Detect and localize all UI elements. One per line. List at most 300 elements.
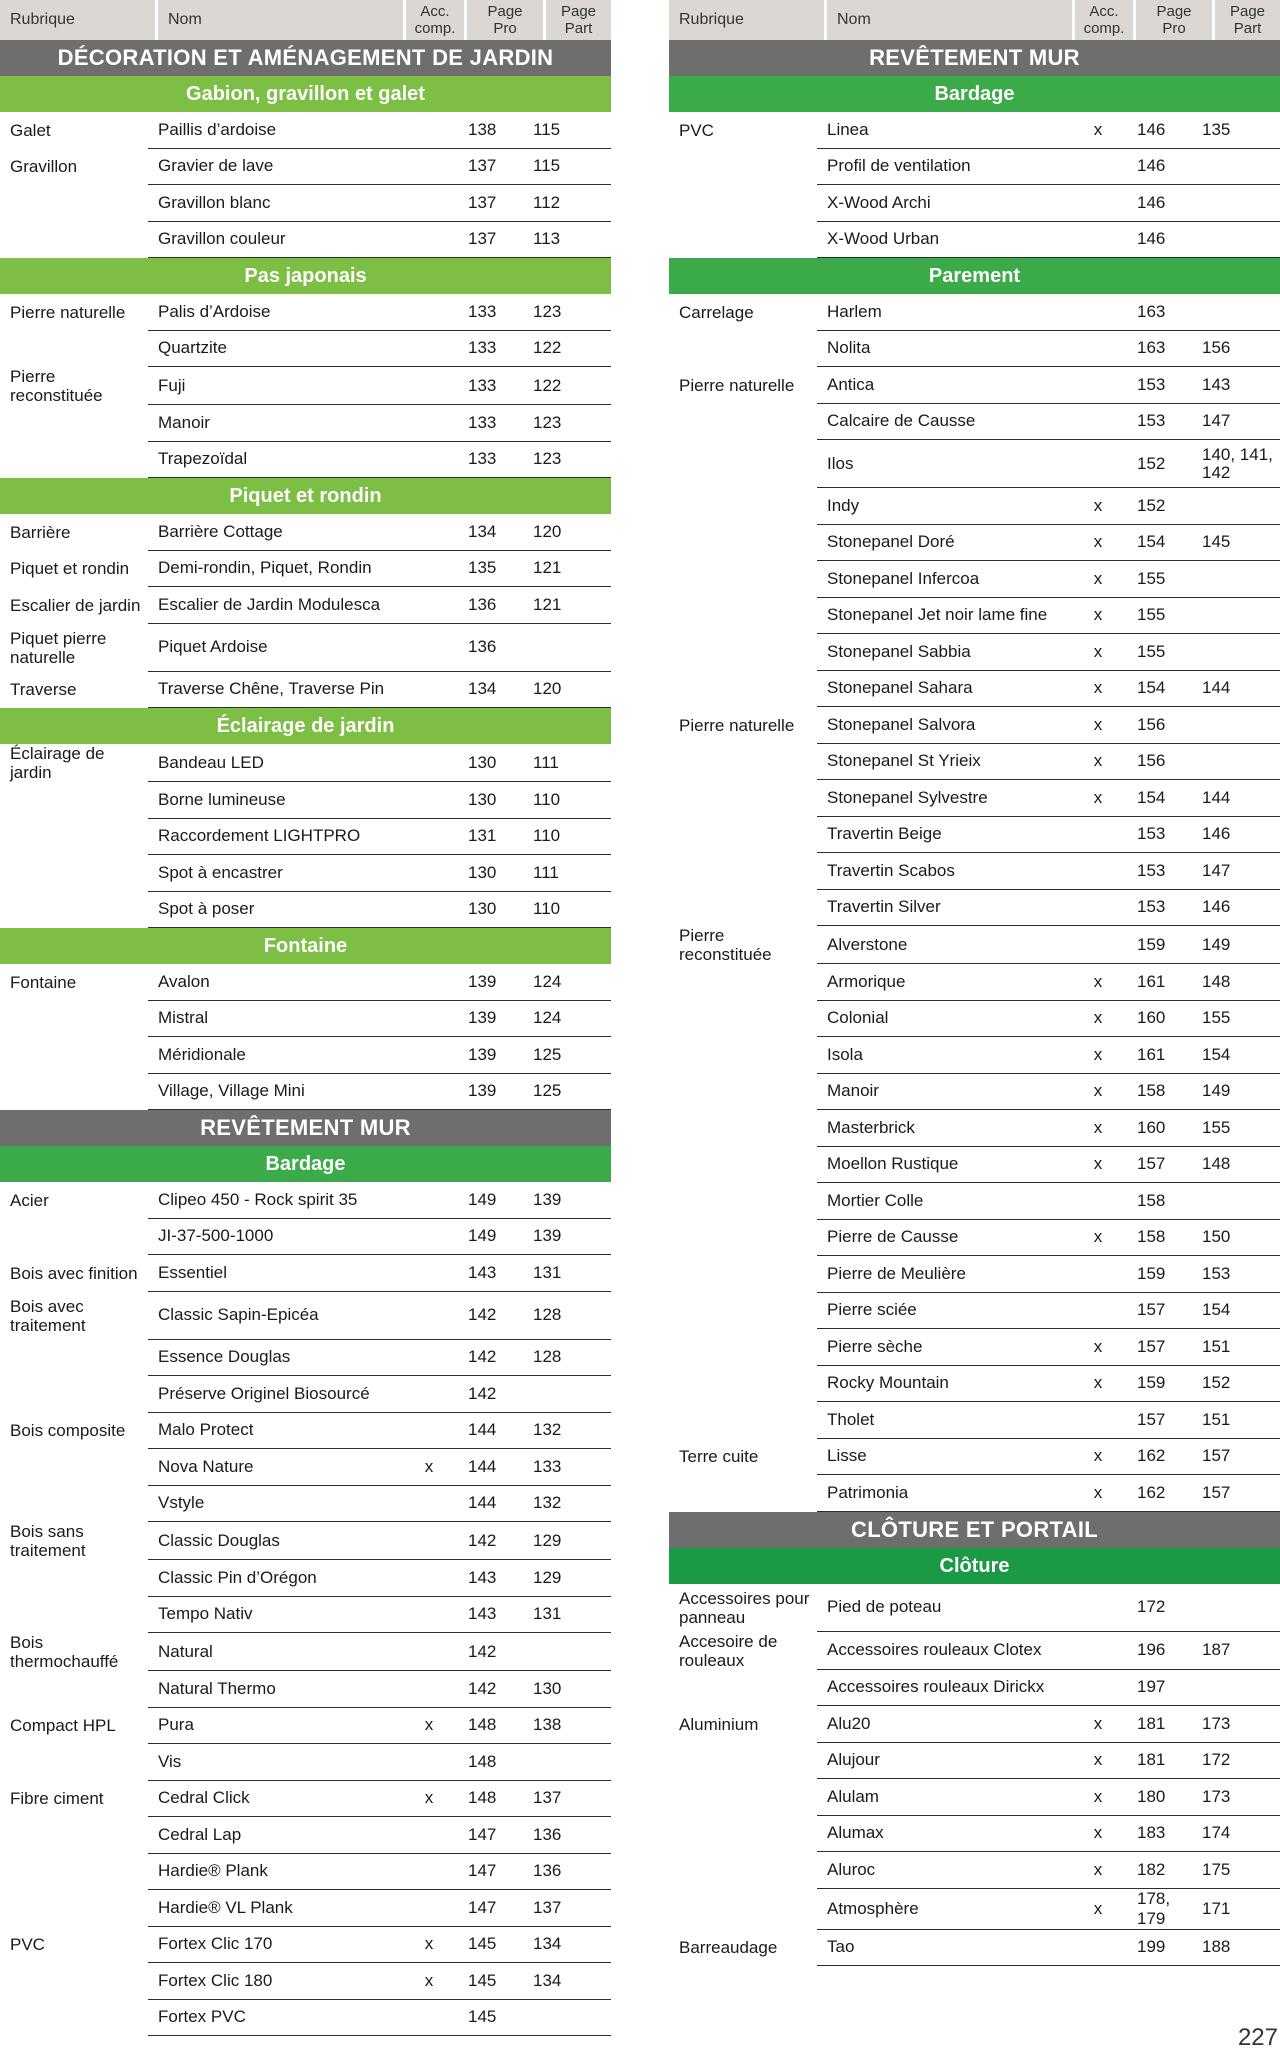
section-title: CLÔTURE ET PORTAIL [669,1512,1280,1548]
rubrique-cell [669,222,817,259]
page-pro-value: 142 [468,1383,497,1403]
page-pro-value: 148 [468,1788,497,1808]
table-row [0,1963,611,2000]
table-row [0,185,611,222]
rubrique-cell [669,1852,817,1889]
acc-comp-mark: x [1093,568,1103,588]
subsection-title: Bardage [669,76,1280,112]
table-row [669,488,1280,525]
table-row [669,185,1280,222]
subsection-title: Clôture [669,1548,1280,1584]
rubrique-cell: Barrière [10,522,71,542]
product-name: Cedral Click [158,1788,250,1808]
table-row [669,331,1280,368]
table-row [669,1001,1280,1038]
page-pro-value: 161 [1137,1044,1166,1064]
row-entry [148,2000,611,2037]
page-part-value: 144 [1202,787,1231,807]
page-part-value: 115 [533,156,561,176]
page-pro-value: 158 [1137,1227,1166,1247]
acc-comp-mark: x [424,1715,434,1735]
product-name: Vis [158,1751,182,1771]
page-pro-value: 154 [1137,532,1166,552]
acc-comp-mark: x [1093,751,1103,771]
page-pro-value: 152 [1137,495,1166,515]
page-pro-value: 143 [468,1567,497,1587]
subsection-title: Gabion, gravillon et galet [0,76,611,112]
product-name: Gravillon blanc [158,192,271,212]
page-part-value: 146 [1202,824,1231,844]
row-entry [817,1670,1280,1707]
product-name: Natural [158,1641,213,1661]
page-pro-value: 153 [1137,860,1166,880]
row-entry [817,817,1280,854]
page-part-value: 128 [533,1305,562,1324]
page-pro-value: 162 [1137,1446,1166,1466]
row-entry [817,1402,1280,1439]
table-row [669,1183,1280,1220]
table-row [669,964,1280,1001]
rubrique-cell [0,1486,148,1523]
product-name: Gravier de lave [158,156,274,176]
rubrique-cell: Aluminium [679,1714,759,1734]
product-name: Escalier de Jardin Modulesca [158,594,381,614]
table-row [0,1340,611,1377]
product-name: Quartzite [158,338,227,358]
row-entry [817,1293,1280,1330]
rubrique-cell [0,1074,148,1111]
page-pro-value: 142 [468,1305,497,1324]
table-row [669,707,1280,744]
table-row [669,1110,1280,1147]
page-pro-value: 145 [468,1970,497,1990]
page-pro-value: 130 [468,862,497,882]
acc-comp-mark: x [424,1934,434,1954]
row-entry [148,405,611,442]
row-entry [148,1255,611,1292]
page-part-value: 120 [533,521,562,541]
rubrique-cell: Pierre naturelle [679,715,795,735]
acc-comp-mark: x [1093,1336,1103,1356]
acc-comp-mark: x [1093,1154,1103,1174]
page-part-value: 138 [533,1715,562,1735]
row-entry [148,1219,611,1256]
table-row [0,892,611,929]
page-pro-value: 130 [468,789,497,809]
row-entry [148,331,611,368]
acc-comp-mark: x [1093,1044,1103,1064]
page-pro-value: 162 [1137,1482,1166,1502]
product-name: Travertin Beige [827,824,942,844]
page-pro-value: 159 [1137,934,1166,954]
row-entry [817,1779,1280,1816]
row-entry [148,1486,611,1523]
table-row [0,1560,611,1597]
row-entry [148,1597,611,1634]
product-name: Aluroc [827,1859,876,1879]
table-row [669,222,1280,259]
product-name: Moellon Rustique [827,1154,959,1174]
rubrique-cell [669,598,817,635]
page-pro-value: 142 [468,1530,497,1550]
page-part-value: 171 [1202,1898,1231,1918]
product-name: Masterbrick [827,1117,915,1137]
acc-comp-mark: x [1093,119,1103,139]
page-pro-value: 157 [1137,1409,1166,1429]
product-name: X-Wood Urban [827,229,940,249]
rubrique-cell [669,780,817,817]
page-pro-value: 154 [1137,678,1166,698]
page-part-value: 128 [533,1347,562,1367]
page-part-value: 155 [1202,1008,1231,1028]
table-row [669,926,1280,964]
page-part-value: 115 [533,119,561,139]
row-entry [817,404,1280,441]
product-name: Indy [827,495,860,515]
rubrique-cell: Gravillon [10,157,78,177]
product-name: Rocky Mountain [827,1373,949,1393]
row-entry [817,1110,1280,1147]
rubrique-cell [669,890,817,927]
table-row [669,598,1280,635]
page-part-value: 130 [533,1678,562,1698]
header-acc-comp: Acc. comp. [406,0,464,40]
product-name: Stonepanel St Yrieix [827,751,981,771]
acc-comp-mark: x [1093,1081,1103,1101]
row-entry [817,1475,1280,1512]
page-part-value: 125 [533,1044,562,1064]
rubrique-cell [669,964,817,1001]
row-entry [148,1340,611,1377]
subsection-title: Parement [669,258,1280,294]
product-name: Alujour [827,1750,880,1770]
rubrique-cell [0,1001,148,1038]
product-name: X-Wood Archi [827,192,931,212]
page-part-value: 175 [1202,1859,1231,1879]
rubrique-cell [669,440,817,488]
page-pro-value: 133 [468,412,497,432]
table-row [0,112,611,149]
page-pro-value: 143 [468,1262,497,1282]
product-name: Stonepanel Sahara [827,678,973,698]
page-pro-value: 147 [468,1824,497,1844]
table-row [669,1329,1280,1366]
table-row [0,1671,611,1708]
product-name: Classic Pin d’Orégon [158,1567,317,1587]
rubrique-cell [0,1340,148,1377]
row-entry [817,1439,1280,1476]
page-pro-value: 139 [468,1008,497,1028]
row-entry [817,1743,1280,1780]
page-pro-value: 178, 179 [1137,1888,1171,1928]
product-name: Alverstone [827,934,908,954]
rubrique-cell [0,1963,148,2000]
page-part-value: 187 [1202,1640,1231,1659]
table-row [0,1890,611,1927]
page-pro-value: 131 [468,826,497,846]
page-pro-value: 144 [468,1493,497,1513]
product-name: Accessoires rouleaux Dirickx [827,1677,1045,1697]
product-name: Mortier Colle [827,1190,924,1210]
page-pro-value: 183 [1137,1823,1166,1843]
product-name: Stonepanel Doré [827,532,955,552]
row-entry [817,1220,1280,1257]
acc-comp-mark: x [1093,605,1103,625]
row-entry [817,331,1280,368]
page-part-value: 123 [533,412,562,432]
page-pro-value: 197 [1137,1677,1166,1697]
product-name: Barrière Cottage [158,521,283,541]
rubrique-cell: PVC [679,120,714,140]
page-pro-value: 155 [1137,605,1166,625]
rubrique-cell [0,185,148,222]
page-pro-value: 155 [1137,568,1166,588]
rubrique-cell: Barreaudage [679,1938,778,1958]
page-pro-value: 172 [1137,1597,1166,1616]
page-part-value: 140, 141, 142 [1202,444,1273,482]
table-row [0,1001,611,1038]
row-entry [817,1816,1280,1853]
acc-comp-mark: x [1093,1750,1103,1770]
page-part-value: 137 [533,1897,562,1917]
page-pro-value: 181 [1137,1713,1166,1733]
product-name: Paillis d’ardoise [158,119,277,139]
row-entry [817,440,1280,488]
row-entry [148,1182,611,1219]
rubrique-cell [0,892,148,929]
page-part-value: 151 [1202,1409,1231,1429]
product-name: Travertin Scabos [827,860,955,880]
page-pro-value: 147 [468,1897,497,1917]
row-entry [817,1329,1280,1366]
table-row [669,1706,1280,1743]
page-pro-value: 139 [468,1044,497,1064]
page-part-value: 157 [1202,1482,1231,1502]
page-pro-value: 199 [1137,1937,1166,1957]
acc-comp-mark: x [1093,495,1103,515]
product-name: Raccordement LIGHTPRO [158,826,361,846]
table-row [669,1220,1280,1257]
acc-comp-mark: x [424,1788,434,1808]
page-pro-value: 145 [468,1934,497,1954]
row-entry [148,1560,611,1597]
product-name: Hardie® Plank [158,1861,268,1881]
page-part-value: 144 [1202,678,1231,698]
table-row [0,149,611,186]
page-part-value: 148 [1202,971,1231,991]
product-name: Pierre de Meulière [827,1263,966,1283]
row-entry [817,367,1280,404]
rubrique-cell [669,1220,817,1257]
page-pro-value: 158 [1137,1190,1166,1210]
rubrique-cell: Terre cuite [679,1447,759,1467]
product-name: Fortex Clic 180 [158,1970,273,1990]
row-entry [148,892,611,929]
product-name: Pura [158,1715,194,1735]
rubrique-cell: Accesoire de rouleaux [679,1631,778,1670]
page-part-value: 112 [533,192,561,212]
rubrique-cell [669,1293,817,1330]
product-name: Fortex Clic 170 [158,1934,273,1954]
page-part-value: 153 [1202,1263,1231,1283]
rubrique-cell: Pierre naturelle [10,302,126,322]
product-name: Spot à encastrer [158,862,283,882]
table-row [669,671,1280,708]
table-row [669,1743,1280,1780]
product-name: Linea [827,119,869,139]
acc-comp-mark: x [1093,1823,1103,1843]
page-pro-value: 133 [468,338,497,358]
page-pro-value: 153 [1137,897,1166,917]
rubrique-cell [669,1037,817,1074]
row-entry [817,707,1280,744]
row-entry [817,1706,1280,1743]
page-part-value: 139 [533,1226,562,1246]
left-index-column [0,0,611,2036]
row-entry [148,149,611,186]
rubrique-cell: Bois avec finition [10,1263,138,1283]
table-row [669,1852,1280,1889]
product-name: Traverse Chêne, Traverse Pin [158,679,385,699]
row-entry [148,1927,611,1964]
page-pro-value: 157 [1137,1336,1166,1356]
rubrique-cell: Bois thermochauffé [10,1633,119,1671]
rubrique-cell [669,149,817,186]
rubrique-cell [0,1560,148,1597]
page-pro-value: 153 [1137,374,1166,394]
page-part-value: 139 [533,1189,562,1209]
row-entry [817,1930,1280,1967]
table-row [669,1816,1280,1853]
product-name: Nova Nature [158,1456,254,1476]
rubrique-cell [669,1816,817,1853]
table-row [0,1854,611,1891]
table-row [0,672,611,709]
page-pro-value: 147 [468,1861,497,1881]
rubrique-cell [0,1671,148,1708]
row-entry [148,1037,611,1074]
page-pro-value: 144 [468,1456,497,1476]
rubrique-cell: Bois sans traitement [10,1522,86,1560]
row-entry [148,855,611,892]
row-entry [148,587,611,624]
rubrique-cell [669,404,817,441]
page-part-value: 137 [533,1788,562,1808]
subsection-title: Fontaine [0,928,611,964]
rubrique-cell [669,488,817,525]
product-name: Mistral [158,1008,209,1028]
page-pro-value: 136 [468,637,497,656]
page-part-value: 149 [1202,1081,1231,1101]
table-row [669,112,1280,149]
page-pro-value: 137 [468,156,497,176]
row-entry [817,222,1280,259]
row-entry [817,1632,1280,1670]
product-name: Tholet [827,1409,875,1429]
rubrique-cell: Carrelage [679,302,754,322]
product-name: Borne lumineuse [158,789,286,809]
page-part-value: 110 [533,899,561,919]
row-entry [148,1708,611,1745]
page-pro-value: 139 [468,1081,497,1101]
product-name: Tao [827,1937,855,1957]
rubrique-cell [669,1366,817,1403]
page-part-value: 150 [1202,1227,1231,1247]
product-name: Calcaire de Causse [827,411,976,431]
row-entry [817,149,1280,186]
table-row [669,440,1280,488]
page-pro-value: 138 [468,119,497,139]
product-name: Tempo Nativ [158,1604,253,1624]
page-pro-value: 133 [468,301,497,321]
page-part-value: 132 [533,1493,562,1513]
page-pro-value: 163 [1137,338,1166,358]
product-name: Stonepanel Salvora [827,714,976,734]
product-name: Atmosphère [827,1898,919,1918]
rubrique-cell [669,1183,817,1220]
table-row [669,744,1280,781]
page-part-value: 134 [533,1970,562,1990]
product-name: Pierre de Causse [827,1227,959,1247]
table-header [0,0,611,40]
row-entry [148,964,611,1001]
table-header [669,0,1280,40]
row-entry [148,442,611,479]
page-part-value: 124 [533,971,562,991]
rubrique-cell: Piquet pierre naturelle [10,628,107,667]
product-name: Stonepanel Infercoa [827,568,980,588]
page-part-value: 113 [533,229,561,249]
page-pro-value: 156 [1137,714,1166,734]
row-entry [817,488,1280,525]
rubrique-cell [669,744,817,781]
product-name: Palis d’Ardoise [158,301,271,321]
product-name: Accessoires rouleaux Clotex [827,1640,1042,1659]
product-name: Essence Douglas [158,1347,291,1367]
table-row [669,1402,1280,1439]
header-page-pro: Page Pro [1136,0,1212,40]
rubrique-cell [669,331,817,368]
product-name: Manoir [158,412,210,432]
table-row [0,1597,611,1634]
page-pro-value: 142 [468,1347,497,1367]
row-entry [148,1376,611,1413]
page-part-value: 146 [1202,897,1231,917]
header-nom: Nom [158,0,403,40]
row-entry [817,1074,1280,1111]
acc-comp-mark: x [1093,1373,1103,1393]
subsection-title: Piquet et rondin [0,478,611,514]
rubrique-cell: Accessoires pour panneau [679,1588,810,1627]
page-part-value: 173 [1202,1713,1231,1733]
page-pro-value: 163 [1137,301,1166,321]
acc-comp-mark: x [424,1456,434,1476]
rubrique-cell [669,1074,817,1111]
rubrique-cell [669,1670,817,1707]
acc-comp-mark: x [424,1970,434,1990]
page-pro-value: 135 [468,558,497,578]
product-name: Essentiel [158,1262,227,1282]
product-name: Demi-rondin, Piquet, Rondin [158,558,372,578]
table-row [0,1927,611,1964]
header-page-part: Page Part [1215,0,1280,40]
rubrique-cell: PVC [10,1935,45,1955]
product-name: Antica [827,374,875,394]
table-row [669,1074,1280,1111]
product-name: Classic Sapin-Epicéa [158,1305,319,1324]
row-entry [148,367,611,405]
row-entry [817,598,1280,635]
